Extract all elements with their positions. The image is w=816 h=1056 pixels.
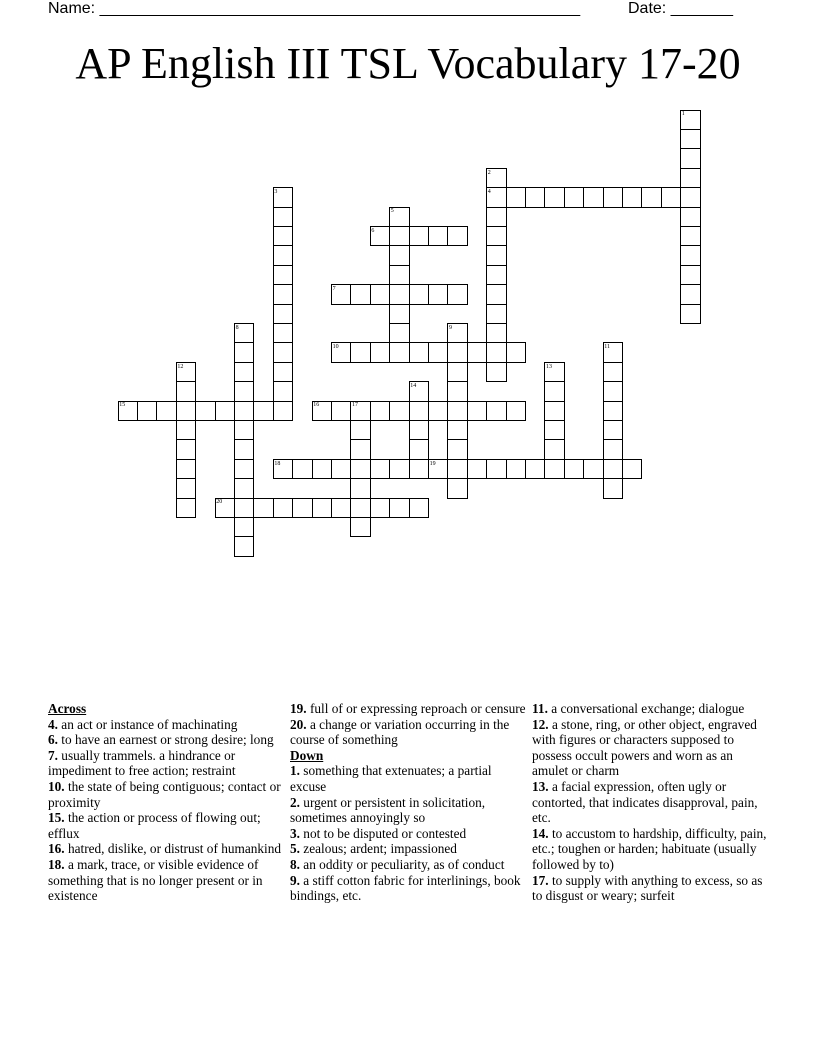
clue-number-15: 15 bbox=[119, 402, 126, 409]
crossword-cell[interactable] bbox=[680, 129, 700, 149]
clue-number-2: 2 bbox=[487, 169, 491, 176]
crossword-cell[interactable] bbox=[389, 459, 409, 479]
crossword-cell[interactable] bbox=[292, 498, 312, 518]
crossword-cell[interactable] bbox=[409, 401, 429, 421]
crossword-cell[interactable] bbox=[370, 284, 390, 304]
crossword-cell[interactable] bbox=[234, 420, 254, 440]
crossword-cell[interactable] bbox=[428, 342, 448, 362]
crossword-cell[interactable] bbox=[409, 498, 429, 518]
clue-across-20: 20. a change or variation occurring in the course of something bbox=[290, 716, 510, 748]
crossword-cell[interactable] bbox=[506, 459, 526, 479]
crossword-cell[interactable] bbox=[234, 498, 254, 518]
crossword-cell[interactable] bbox=[176, 420, 196, 440]
crossword-cell[interactable] bbox=[215, 401, 235, 421]
crossword-cell[interactable] bbox=[234, 536, 254, 556]
crossword-cell[interactable] bbox=[544, 187, 564, 207]
crossword-cell[interactable] bbox=[389, 226, 409, 246]
crossword-cell[interactable] bbox=[409, 439, 429, 459]
crossword-cell[interactable] bbox=[234, 439, 254, 459]
crossword-cell[interactable] bbox=[273, 498, 293, 518]
crossword-cell[interactable] bbox=[331, 459, 351, 479]
page-title: AP English III TSL Vocabulary 17-20 bbox=[75, 39, 741, 88]
crossword-cell[interactable] bbox=[234, 362, 254, 382]
clue-across-18: 18. a mark, trace, or visible evidence of something that is no longer present or in existence bbox=[48, 856, 263, 904]
crossword-cell[interactable] bbox=[389, 342, 409, 362]
clue-number-12: 12 bbox=[177, 363, 184, 370]
crossword-cell[interactable] bbox=[447, 226, 467, 246]
crossword-cell[interactable] bbox=[661, 187, 681, 207]
crossword-cell[interactable] bbox=[603, 478, 623, 498]
crossword-cell[interactable] bbox=[273, 265, 293, 285]
date-field[interactable]: Date: _______ bbox=[628, 0, 733, 17]
crossword-cell[interactable] bbox=[389, 245, 409, 265]
crossword-cell[interactable] bbox=[447, 362, 467, 382]
crossword-cell[interactable] bbox=[350, 517, 370, 537]
clue-number-11: 11 bbox=[604, 344, 610, 351]
crossword-cell[interactable] bbox=[467, 342, 487, 362]
crossword-cell[interactable] bbox=[447, 459, 467, 479]
crossword-cell[interactable] bbox=[680, 187, 700, 207]
crossword-cell[interactable] bbox=[428, 401, 448, 421]
clue-across-6: 6. to have an earnest or strong desire; long bbox=[48, 732, 274, 748]
crossword-cell[interactable] bbox=[234, 517, 254, 537]
crossword-cell[interactable] bbox=[253, 401, 273, 421]
crossword-cell[interactable] bbox=[370, 342, 390, 362]
clue-down-17: 17. to supply with anything to excess, so as to disgust or weary; surfeit bbox=[532, 872, 763, 904]
crossword-cell[interactable] bbox=[409, 226, 429, 246]
crossword-cell[interactable] bbox=[544, 401, 564, 421]
crossword-cell[interactable] bbox=[234, 459, 254, 479]
crossword-cell[interactable] bbox=[486, 459, 506, 479]
clue-number-6: 6 bbox=[371, 227, 375, 234]
crossword-cell[interactable] bbox=[486, 342, 506, 362]
crossword-cell[interactable] bbox=[467, 459, 487, 479]
clue-number-9: 9 bbox=[449, 324, 452, 331]
across-heading: Across bbox=[48, 701, 87, 716]
crossword-cell[interactable] bbox=[273, 381, 293, 401]
crossword-cell[interactable] bbox=[622, 459, 642, 479]
crossword-cell[interactable] bbox=[389, 323, 409, 343]
clue-number-16: 16 bbox=[313, 402, 320, 409]
crossword-cell[interactable] bbox=[583, 459, 603, 479]
clue-down-8: 8. an oddity or peculiarity, as of conduct bbox=[290, 856, 505, 872]
crossword-cell[interactable] bbox=[506, 342, 526, 362]
crossword-cell[interactable] bbox=[370, 459, 390, 479]
crossword-cell[interactable] bbox=[350, 459, 370, 479]
clue-number-10: 10 bbox=[332, 344, 339, 351]
crossword-cell[interactable] bbox=[447, 284, 467, 304]
crossword-cell[interactable] bbox=[447, 478, 467, 498]
crossword-cell[interactable] bbox=[331, 401, 351, 421]
crossword-cell[interactable] bbox=[273, 284, 293, 304]
crossword-cell[interactable] bbox=[273, 323, 293, 343]
crossword-cell[interactable] bbox=[273, 304, 293, 324]
crossword-cell[interactable] bbox=[525, 187, 545, 207]
crossword-cell[interactable] bbox=[176, 401, 196, 421]
crossword-cell[interactable] bbox=[447, 439, 467, 459]
crossword-cell[interactable] bbox=[409, 420, 429, 440]
clue-down-12: 12. a stone, ring, or other object, engraved with figures or characters supposed to possess occult powers and worn as an amulet or charm bbox=[532, 716, 757, 779]
crossword-cell[interactable] bbox=[389, 284, 409, 304]
crossword-cell[interactable] bbox=[156, 401, 176, 421]
clue-down-1: 1. something that extenuates; a partial excuse bbox=[290, 763, 492, 794]
crossword-cell[interactable] bbox=[525, 459, 545, 479]
clue-down-2: 2. urgent or persistent in solicitation, sometimes annoyingly so bbox=[290, 794, 486, 826]
crossword-cell[interactable] bbox=[350, 478, 370, 498]
clue-across-4: 4. an act or instance of machinating bbox=[48, 716, 238, 732]
clue-number-14: 14 bbox=[410, 383, 417, 389]
crossword-cell[interactable] bbox=[370, 498, 390, 518]
crossword-cell[interactable] bbox=[350, 420, 370, 440]
crossword-cell[interactable] bbox=[273, 342, 293, 362]
crossword-cell[interactable] bbox=[350, 342, 370, 362]
crossword-cell[interactable] bbox=[680, 168, 700, 188]
crossword-cell[interactable] bbox=[544, 459, 564, 479]
crossword-cell[interactable] bbox=[486, 207, 506, 227]
clue-down-14: 14. to accustom to hardship, difficulty, pain, etc.; toughen or harden; habituate (usually followed by to) bbox=[532, 825, 767, 872]
crossword-cell[interactable] bbox=[506, 187, 526, 207]
crossword-cell[interactable] bbox=[234, 342, 254, 362]
crossword-cell[interactable] bbox=[428, 226, 448, 246]
clue-across-7: 7. usually trammels. a hindrance or impediment to free action; restraint bbox=[48, 747, 236, 779]
clue-across-15: 15. the action or process of flowing out; efflux bbox=[48, 810, 261, 841]
clue-across-16: 16. hatred, dislike, or distrust of humankind bbox=[48, 841, 282, 857]
crossword-cell[interactable] bbox=[389, 265, 409, 285]
crossword-cell[interactable] bbox=[603, 420, 623, 440]
crossword-cell[interactable] bbox=[292, 459, 312, 479]
clue-down-5: 5. zealous; ardent; impassioned bbox=[290, 841, 457, 857]
crossword-cell[interactable] bbox=[641, 187, 661, 207]
clue-column-3 bbox=[532, 701, 768, 904]
crossword-cell[interactable] bbox=[447, 401, 467, 421]
crossword-cell[interactable] bbox=[603, 381, 623, 401]
crossword-cell[interactable] bbox=[273, 401, 293, 421]
crossword-cell[interactable] bbox=[680, 304, 700, 324]
crossword-cell[interactable] bbox=[486, 401, 506, 421]
crossword-cell[interactable] bbox=[350, 498, 370, 518]
crossword-cell[interactable] bbox=[409, 284, 429, 304]
crossword-cell[interactable] bbox=[486, 362, 506, 382]
crossword-cell[interactable] bbox=[428, 284, 448, 304]
crossword-cell[interactable] bbox=[486, 226, 506, 246]
crossword-cell[interactable] bbox=[195, 401, 215, 421]
crossword-cell[interactable] bbox=[447, 420, 467, 440]
crossword-cell[interactable] bbox=[506, 401, 526, 421]
crossword-cell[interactable] bbox=[447, 381, 467, 401]
clue-across-10: 10. the state of being contiguous; contact or proximity bbox=[48, 778, 281, 810]
crossword-cell[interactable] bbox=[680, 207, 700, 227]
clue-number-4: 4 bbox=[487, 189, 491, 195]
clue-number-3: 3 bbox=[274, 189, 278, 195]
crossword-cell[interactable] bbox=[680, 265, 700, 285]
crossword-cell[interactable] bbox=[409, 342, 429, 362]
crossword-cell[interactable] bbox=[331, 498, 351, 518]
crossword-cell[interactable] bbox=[544, 381, 564, 401]
crossword-cell[interactable] bbox=[350, 284, 370, 304]
clue-number-20: 20 bbox=[216, 499, 223, 506]
crossword-cell[interactable] bbox=[176, 478, 196, 498]
crossword-cell[interactable] bbox=[486, 323, 506, 343]
crossword-cell[interactable] bbox=[486, 284, 506, 304]
crossword-cell[interactable] bbox=[680, 148, 700, 168]
crossword-cell[interactable] bbox=[312, 498, 332, 518]
crossword-cell[interactable] bbox=[680, 226, 700, 246]
down-heading: Down bbox=[290, 747, 324, 763]
crossword-cell[interactable] bbox=[564, 187, 584, 207]
crossword-cell[interactable] bbox=[253, 498, 273, 518]
crossword-cell[interactable] bbox=[680, 284, 700, 304]
clue-number-13: 13 bbox=[546, 363, 552, 370]
crossword-cell[interactable] bbox=[273, 362, 293, 382]
crossword-cell[interactable] bbox=[389, 304, 409, 324]
crossword-cell[interactable] bbox=[176, 381, 196, 401]
crossword-cell[interactable] bbox=[176, 498, 196, 518]
clue-number-5: 5 bbox=[390, 208, 394, 215]
crossword-cell[interactable] bbox=[486, 304, 506, 324]
crossword-cell[interactable] bbox=[486, 265, 506, 285]
crossword-cell[interactable] bbox=[312, 459, 332, 479]
crossword-cell[interactable] bbox=[583, 187, 603, 207]
crossword-cell[interactable] bbox=[447, 342, 467, 362]
crossword-cell[interactable] bbox=[486, 245, 506, 265]
crossword-cell[interactable] bbox=[603, 439, 623, 459]
crossword-cell[interactable] bbox=[234, 381, 254, 401]
crossword-cell[interactable] bbox=[603, 362, 623, 382]
crossword-cell[interactable] bbox=[564, 459, 584, 479]
clue-down-11: 11. a conversational exchange; dialogue bbox=[532, 701, 745, 716]
crossword-cell[interactable] bbox=[389, 498, 409, 518]
crossword-cell[interactable] bbox=[176, 439, 196, 459]
clue-number-1: 1 bbox=[681, 111, 685, 118]
crossword-cell[interactable] bbox=[273, 207, 293, 227]
crossword-cell[interactable] bbox=[544, 420, 564, 440]
crossword-cell[interactable] bbox=[603, 459, 623, 479]
crossword-cell[interactable] bbox=[273, 226, 293, 246]
clue-number-18: 18 bbox=[274, 460, 281, 467]
clue-number-19: 19 bbox=[429, 460, 436, 467]
clue-down-9: 9. a stiff cotton fabric for interlinings, book bindings, etc. bbox=[290, 872, 521, 904]
crossword-cell[interactable] bbox=[409, 459, 429, 479]
name-field[interactable]: Name: ______________________________________________________ bbox=[48, 0, 581, 17]
crossword-cell[interactable] bbox=[370, 401, 390, 421]
crossword-cell[interactable] bbox=[680, 245, 700, 265]
crossword-cell[interactable] bbox=[176, 459, 196, 479]
crossword-cell[interactable] bbox=[603, 187, 623, 207]
clue-number-17: 17 bbox=[352, 402, 358, 409]
crossword-cell[interactable] bbox=[389, 401, 409, 421]
clue-number-8: 8 bbox=[235, 324, 239, 331]
crossword-cell[interactable] bbox=[467, 401, 487, 421]
crossword-cell[interactable] bbox=[544, 439, 564, 459]
crossword-cell[interactable] bbox=[234, 401, 254, 421]
crossword-cell[interactable] bbox=[234, 478, 254, 498]
crossword-cell[interactable] bbox=[622, 187, 642, 207]
clue-down-13: 13. a facial expression, often ugly or contorted, that indicates disapproval, pain, etc. bbox=[532, 778, 758, 826]
clue-across-19: 19. full of or expressing reproach or censure bbox=[290, 701, 526, 716]
crossword-cell[interactable] bbox=[350, 439, 370, 459]
crossword-cell[interactable] bbox=[603, 401, 623, 421]
clue-down-3: 3. not to be disputed or contested bbox=[290, 825, 467, 841]
clue-column-2 bbox=[290, 701, 526, 904]
crossword-cell[interactable] bbox=[273, 245, 293, 265]
crossword-cell[interactable] bbox=[137, 401, 157, 421]
clue-column-1 bbox=[48, 701, 284, 904]
clue-number-7: 7 bbox=[332, 286, 336, 292]
